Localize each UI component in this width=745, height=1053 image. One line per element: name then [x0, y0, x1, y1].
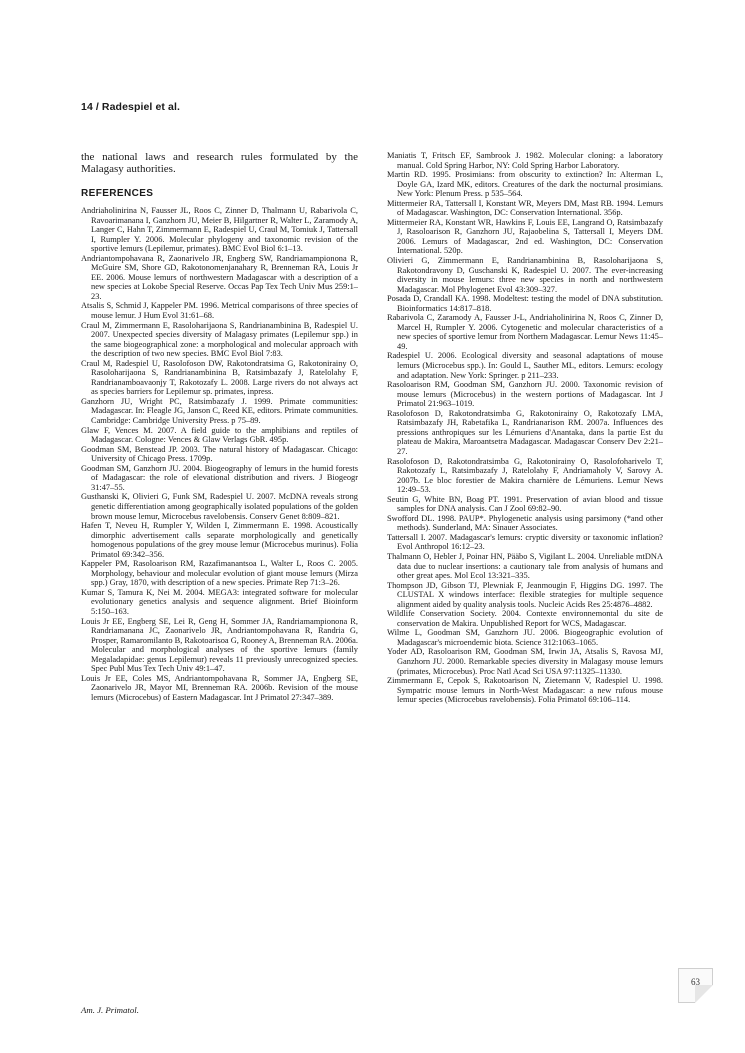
- reference-entry: Tattersall I. 2007. Madagascar's lemurs: cryptic diversity or taxonomic inflation? Evol Anthropol 16:12–23.: [387, 532, 663, 552]
- reference-entry: Louis Jr EE, Engberg SE, Lei R, Geng H, Sommer JA, Randriamampionona R, Randriamanana JC, Zaonarivelo JR, Andriantompohavana R, Randria G, Prosper, Ramaromilanto B, Rakotoarisoa G, Rooney A, Brenneman RA. 2006a. Molecular and morphological analyses of the sportive lemurs (family Megaladapidae: genus Lepilemur) reveals 11 previously unrecognized species. Spec Publ Mus Tex Tech Univ 49:1–47.: [81, 616, 358, 674]
- reference-entry: Andriantompohavana R, Zaonarivelo JR, Engberg SW, Randriamampionona R, McGuire SM, Shore GD, Rakotonomenjanahary R, Brenneman RA, Louis Jr EE. 2006. Mouse lemurs of northwestern Madagascar with a description of a new species at Lokobe Special Reserve. Occas Pap Tex Tech Univ Mus 259:1–23.: [81, 253, 358, 301]
- reference-entry: Ganzhorn JU, Wright PC, Ratsimbazafy J. 1999. Primate communities: Madagascar. In: Fleagle JG, Janson C, Reed KE, editors. Primate communities. Cambridge: Cambridge University Press. p 75–89.: [81, 396, 358, 426]
- reference-entry: Glaw F, Vences M. 2007. A field guide to the amphibians and reptiles of Madagascar. Cologne: Vences & Glaw Verlags GbR. 495p.: [81, 425, 358, 445]
- reference-entry: Goodman SM, Ganzhorn JU. 2004. Biogeography of lemurs in the humid forests of Madagascar: the role of elevational distribution and rivers. J Biogeogr 31:47–55.: [81, 463, 358, 492]
- reference-entry: Rasolofoson D, Rakotondratsimba G, Rakotonirainy O, Rakotozafy LMA, Ratsimbazafy JH, Rabetafika L, Randrianarison RM. 2007a. Influences des pressions anthropiques sur les Lémuriens d'Anantaka, dans la partie Est du plateau de Makira, Maroantsetra Madagascar. Madagascar Conserv Dev 2:21–27.: [387, 408, 663, 456]
- reference-entry: Olivieri G, Zimmermann E, Randrianambinina B, Rasoloharijaona S, Rakotondravony D, Guschanski K, Radespiel U. 2007. The ever-increasing diversity in mouse lemurs: three new species in north and northwestern Madagascar. Mol Phylogenet Evol 43:309–327.: [387, 256, 663, 294]
- reference-entry: Atsalis S, Schmid J, Kappeler PM. 1996. Metrical comparisons of three species of mouse lemur. J Hum Evol 31:61–68.: [81, 301, 358, 321]
- reference-entry: Craul M, Radespiel U, Rasolofoson DW, Rakotondratsima G, Rakotonirainy O, Rasoloharijaona S, Randrianambinina B, Ratsimbazafy J, Ratelolahy F, Randrianamboavaonjy T, Rakotozafy L. 2008. Large rivers do not always act as species barriers for Lepilemur sp. primates, inpress.: [81, 358, 358, 397]
- reference-entry: Radespiel U. 2006. Ecological diversity and seasonal adaptations of mouse lemurs (Microcebus spp.). In: Gould L, Sauther ML, editors. Lemurs: ecology and adaptation. New York: Springer. p 211–233.: [387, 351, 663, 380]
- reference-entry: Wilme L, Goodman SM, Ganzhorn JU. 2006. Biogeographic evolution of Madagascar's microendemic biota. Science 312:1063–1065.: [387, 628, 663, 647]
- page-number-badge: [678, 968, 713, 1003]
- reference-entry: Wildlife Conservation Society. 2004. Contexte environnemontal du site de conservation de Makira. Unpublished Report for WCS, Madagascar.: [387, 609, 663, 628]
- reference-entry: Posada D, Crandall KA. 1998. Modeltest: testing the model of DNA substitution. Bioinformatics 14:817–818.: [387, 294, 663, 313]
- reference-entry: Rasolofoson D, Rakotondratsimba G, Rakotonirainy O, Rasolofoharivelo T, Rakotozafy L, Ratsimbazafy J, Ratelolahy F, Andriamaholy V, Sarovy A. 2007b. Le bloc forestier de Makira charnière de Lémuriens. Lemur News 12:49–53.: [387, 456, 663, 495]
- reference-entry: Andriaholinirina N, Fausser JL, Roos C, Zinner D, Thalmann U, Rabarivola C, Ravoarimanana I, Ganzhorn JU, Meier B, Hilgartner R, Walter L, Zaramody A, Langer C, Hahn T, Zimmermann E, Radespiel U, Craul M, Tomiuk J, Tattersall I, Rumpler Y. 2006. Molecular phylogeny and taxonomic revision of the sportive lemurs (Lepilemur, primates). BMC Evol Biol 6:1–13.: [81, 206, 358, 254]
- reference-entry: Thompson JD, Gibson TJ, Plewniak F, Jeanmougin F, Higgins DG. 1997. The CLUSTAL X windows interface: flexible strategies for multiple sequence alignment aided by quality analysis tools. Nucleic Acids Res 25:4876–4882.: [387, 580, 663, 609]
- page-curl-icon: [695, 985, 713, 1003]
- references-list-left: [81, 206, 358, 702]
- right-column: [387, 151, 663, 705]
- journal-footer: Am. J. Primatol.: [81, 1005, 139, 1015]
- reference-entry: Rasoloarison RM, Goodman SM, Ganzhorn JU. 2000. Taxonomic revision of mouse lemurs (Microcebus) in the western portions of Madagascar. Int J Primatol 21:963–1019.: [387, 380, 663, 409]
- reference-entry: Thalmann O, Hebler J, Poinar HN, Pääbo S, Vigilant L. 2004. Unreliable mtDNA data due to nuclear insertions: a cautionary tale from analysis of humans and other great apes. Mol Ecol 13:321–335.: [387, 551, 663, 581]
- reference-entry: Rabarivola C, Zaramody A, Fausser J-L, Andriaholinirina N, Roos C, Zinner D, Marcel H, Rumpler Y. 2006. Cytogenetic and molecular characteristics of a new species of sportive lemur from Northern Madagascar. Lemur News 11:45–49.: [387, 313, 663, 351]
- reference-entry: Kumar S, Tamura K, Nei M. 2004. MEGA3: integrated software for molecular evolutionary genetics analysis and sequence alignment. Brief Bioinform 5:150–163.: [81, 587, 358, 616]
- running-head: 14 / Radespiel et al.: [81, 101, 180, 113]
- reference-entry: Mittermeier RA, Tattersall I, Konstant WR, Meyers DM, Mast RB. 1994. Lemurs of Madagascar. Washington, DC: Conservation International. 356p.: [387, 198, 663, 218]
- intro-paragraph: the national laws and research rules formulated by the Malagasy authorities.: [81, 151, 358, 175]
- reference-entry: Gusthanski K, Olivieri G, Funk SM, Radespiel U. 2007. McDNA reveals strong genetic differentiation among geographically isolated populations of the golden brown mouse lemur, Microcebus ravelobensis. Conserv Genet 8:809–821.: [81, 492, 358, 521]
- reference-entry: Louis Jr EE, Coles MS, Andriantompohavana R, Sommer JA, Engberg SE, Zaonarivelo JR, Mayor MI, Brenneman RA. 2006b. Revision of the mouse lemurs (Microcebus) of Eastern Madagascar. Int J Primatol 27:347–389.: [81, 673, 358, 702]
- reference-entry: Kappeler PM, Rasoloarison RM, Razafimanantsoa L, Walter L, Roos C. 2005. Morphology, behaviour and molecular evolution of giant mouse lemurs (Mirza spp.) Gray, 1870, with description of a new species. Primate Rep 71:3–26.: [81, 559, 358, 588]
- reference-entry: Maniatis T, Fritsch EF, Sambrook J. 1982. Molecular cloning: a laboratory manual. Cold Spring Harbor, NY: Cold Spring Harbor Laboratory.: [387, 151, 663, 170]
- left-column: [81, 151, 358, 702]
- reference-entry: Martin RD. 1995. Prosimians: from obscurity to extinction? In: Alterman L, Doyle GA, Izard MK, editors. Creatures of the dark the nocturnal prosimians. New York: Plenum Press. p 535–564.: [387, 170, 663, 199]
- reference-entry: Craul M, Zimmermann E, Rasoloharijaona S, Randrianambinina B, Radespiel U. 2007. Unexpected species diversity of Malagasy primates (Lepilemur spp.) in the same biogeographical zone: a morphological and molecular approach with the description of two new species. BMC Evol Biol 7:83.: [81, 320, 358, 359]
- reference-entry: Swofford DL. 1998. PAUP*. Phylogenetic analysis using parsimony (*and other methods). Sunderland, MA: Sinauer Associates.: [387, 513, 663, 533]
- references-heading: REFERENCES: [81, 188, 154, 199]
- page-number: 63: [691, 977, 700, 987]
- reference-entry: Mittermeier RA, Konstant WR, Hawkins F, Louis EE, Langrand O, Ratsimbazafy J, Rasoloarison R, Ganzhorn JU, Rajaobelina S, Tattersall I, Meyers DM. 2006. Lemurs of Madagascar, 2nd ed. Washington, DC: Conservation International. 520p.: [387, 217, 663, 256]
- reference-entry: Hafen T, Neveu H, Rumpler Y, Wilden I, Zimmermann E. 1998. Acoustically dimorphic advertisement calls separate morphologically and genetically homogenous populations of the grey mouse lemur (Microcebus murinus). Folia Primatol 69:342–356.: [81, 521, 358, 559]
- reference-entry: Seutin G, White BN, Boag PT. 1991. Preservation of avian blood and tissue samples for DNA analysis. Can J Zool 69:82–90.: [387, 494, 663, 514]
- reference-entry: Goodman SM, Benstead JP. 2003. The natural history of Madagascar. Chicago: University of Chicago Press. 1709p.: [81, 444, 358, 464]
- reference-entry: Zimmermann E, Cepok S, Rakotoarison N, Zietemann V, Radespiel U. 1998. Sympatric mouse lemurs in North-West Madagascar: a new rufous mouse lemur species (Microcebus ravelobensis). Folia Primatol 69:106–114.: [387, 676, 663, 705]
- reference-entry: Yoder AD, Rasoloarison RM, Goodman SM, Irwin JA, Atsalis S, Ravosa MJ, Ganzhorn JU. 2000. Remarkable species diversity in Malagasy mouse lemurs (primates, Microcebus). Proc Natl Acad Sci USA 97:11325–11330.: [387, 647, 663, 676]
- references-list-right: [387, 151, 663, 705]
